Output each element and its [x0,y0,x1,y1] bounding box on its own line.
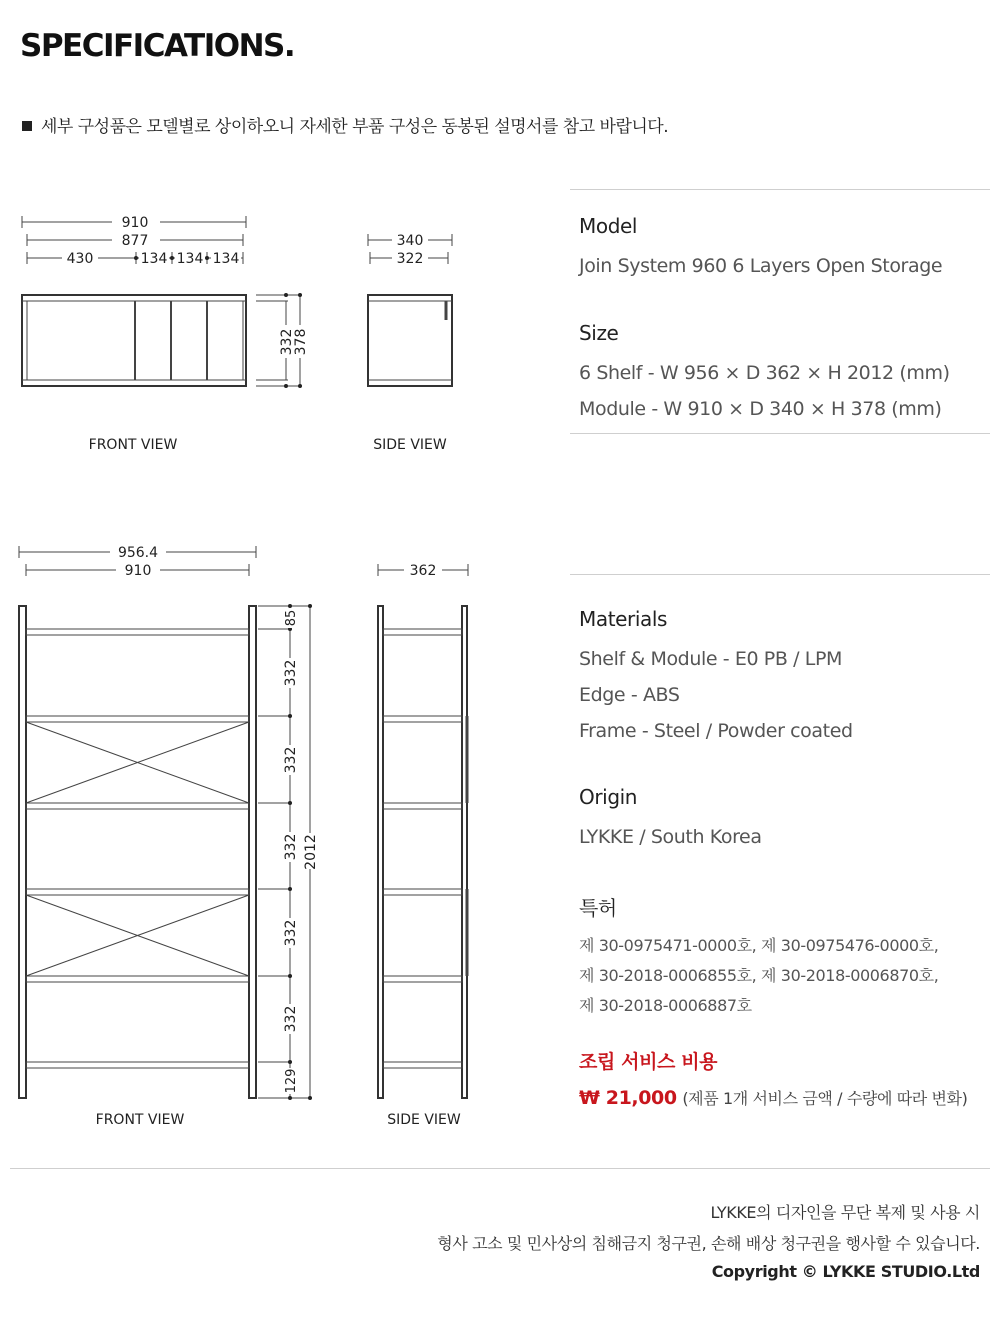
module-depth-340: 340 [396,233,424,249]
shelf-front-view-label: FRONT VIEW [95,1112,185,1128]
shelf-height-332-b: 332 [283,746,299,774]
service-price: ₩ 21,000 [579,1087,677,1109]
materials-heading: Materials [579,607,668,631]
divider [570,189,990,190]
divider [570,574,990,575]
origin-value: LYKKE / South Korea [579,826,762,848]
footer-line-2: 형사 고소 및 민사상의 침해금지 청구권, 손해 배상 청구권을 행사할 수 있습니다. [437,1234,980,1253]
module-width-134-b: 134 [176,251,204,267]
materials-line: Shelf & Module - E0 PB / LPM [579,648,843,670]
spec-size [579,321,950,427]
spec-origin [579,785,762,855]
size-heading: Size [579,321,619,345]
spec-model [579,214,942,284]
module-depth-322: 322 [396,251,424,267]
patent-heading: 특허 [579,896,617,920]
shelf-drawings [0,530,520,1140]
shelf-height-85: 85 [284,609,299,627]
model-heading: Model [579,214,638,238]
shelf-height-129: 129 [284,1068,299,1094]
spec-materials [579,607,853,749]
patent-line: 제 30-0975471-0000호, 제 30-0975476-0000호, [579,936,939,955]
origin-heading: Origin [579,785,638,809]
module-width-134-c: 134 [212,251,240,267]
spec-patent [579,892,938,1021]
footer-divider [10,1168,990,1169]
patent-line: 제 30-2018-0006887호 [579,996,752,1015]
footer-line-1: LYKKE의 디자인을 무단 복제 및 사용 시 [710,1203,980,1222]
service-heading: 조립 서비스 비용 [579,1051,718,1073]
shelf-depth-362: 362 [409,563,437,579]
shelf-height-332-d: 332 [283,919,299,947]
page-title: SPECIFICATIONS. [20,28,295,64]
shelf-side-view-label: SIDE VIEW [387,1112,461,1128]
shelf-width-910: 910 [124,563,152,579]
copyright: Copyright © LYKKE STUDIO.Ltd [711,1262,980,1281]
divider [570,433,990,434]
notice-text: 세부 구성품은 모델별로 상이하오니 자세한 부품 구성은 동봉된 설명서를 참고 바랍니다. [41,117,669,137]
shelf-height-332-e: 332 [283,1005,299,1033]
module-width-430: 430 [66,251,94,267]
module-width-910: 910 [121,215,149,231]
size-line: Module - W 910 × D 340 × H 378 (mm) [579,398,942,420]
spec-service [579,1047,967,1109]
shelf-height-332-c: 332 [283,833,299,861]
materials-line: Frame - Steel / Powder coated [579,720,853,742]
shelf-height-2012: 2012 [303,834,319,870]
size-line: 6 Shelf - W 956 × D 362 × H 2012 (mm) [579,362,950,384]
module-front-view-label: FRONT VIEW [88,437,178,453]
square-bullet-icon [22,121,32,131]
module-width-134-a: 134 [140,251,168,267]
module-height-332: 332 [279,328,295,356]
module-width-877: 877 [121,233,149,249]
notice [22,112,668,137]
shelf-height-332-a: 332 [283,659,299,687]
service-note: (제품 1개 서비스 금액 / 수량에 따라 변화) [682,1089,968,1108]
patent-line: 제 30-2018-0006855호, 제 30-2018-0006870호, [579,966,939,985]
module-height-378: 378 [293,328,309,356]
service-price-row [579,1086,967,1109]
materials-line: Edge - ABS [579,684,680,706]
model-value: Join System 960 6 Layers Open Storage [579,255,943,277]
shelf-width-956: 956.4 [117,545,159,561]
module-drawings [0,200,480,470]
module-side-view-label: SIDE VIEW [373,437,447,453]
